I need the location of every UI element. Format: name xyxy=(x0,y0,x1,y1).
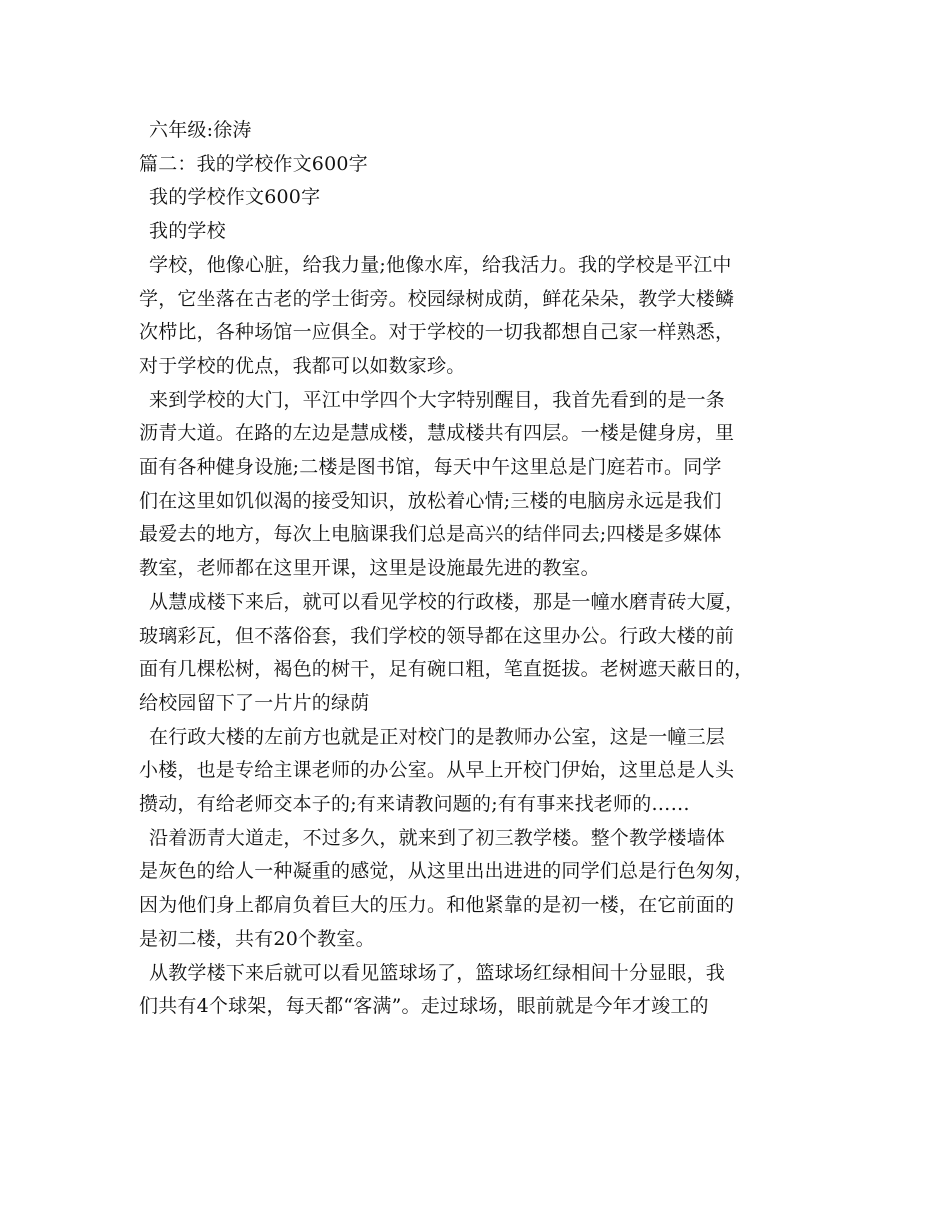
text-line: 六年级:徐涛 xyxy=(149,119,252,141)
text-line: 因为他们身上都肩负着巨大的压力。和他紧靠的是初一楼，在它前面的 xyxy=(139,894,735,917)
text-line: 是初二楼，共有20个教室。 xyxy=(139,927,375,950)
text-line: 小楼，也是专给主课老师的办公室。从早上开校门伊始，这里总是人头 xyxy=(139,759,735,782)
text-line: 们在这里如饥似渴的接受知识，放松着心情;三楼的电脑房永远是我们 xyxy=(139,489,722,512)
text-line: 攒动，有给老师交本子的;有来请教问题的;有有事来找老师的…… xyxy=(139,793,690,816)
text-line: 我的学校 xyxy=(149,220,226,243)
text-line: 对于学校的优点，我都可以如数家珍。 xyxy=(139,354,466,377)
essay-body xyxy=(139,114,839,1024)
text-line: 们共有4个球架，每天都“客满”。走过球场，眼前就是今年才竣工的 xyxy=(139,995,709,1018)
text-line: 最爱去的地方，每次上电脑课我们总是高兴的结伴同去;四楼是多媒体 xyxy=(139,523,722,546)
text-line: 沥青大道。在路的左边是慧成楼，慧成楼共有四层。一楼是健身房，里 xyxy=(139,422,735,445)
text-line: 次栉比，各种场馆一应俱全。对于学校的一切我都想自己家一样熟悉， xyxy=(139,321,735,344)
text-line: 面有几棵松树，褐色的树干，足有碗口粗，笔直挺拔。老树遮天蔽日的， xyxy=(139,658,754,681)
text-line: 在行政大楼的左前方也就是正对校门的是教师办公室，这是一幢三层 xyxy=(149,725,726,748)
text-line: 教室，老师都在这里开课，这里是设施最先进的教室。 xyxy=(139,557,600,580)
text-line: 是灰色的给人一种凝重的感觉，从这里出出进进的同学们总是行色匆匆， xyxy=(139,860,754,883)
text-line: 来到学校的大门，平江中学四个大字特别醒目，我首先看到的是一条 xyxy=(149,388,726,411)
section-heading: 篇二：我的学校作文600字 xyxy=(139,152,368,175)
text-line: 我的学校作文600字 xyxy=(149,186,321,209)
text-line: 学，它坐落在古老的学士街旁。校园绿树成荫，鲜花朵朵，教学大楼鳞 xyxy=(139,287,735,310)
text-line: 给校园留下了一片片的绿荫 xyxy=(139,691,370,714)
text-line: 从教学楼下来后就可以看见篮球场了，篮球场红绿相间十分显眼，我 xyxy=(149,961,726,984)
text-line: 玻璃彩瓦，但不落俗套，我们学校的领导都在这里办公。行政大楼的前 xyxy=(139,624,735,647)
text-line: 从慧成楼下来后，就可以看见学校的行政楼，那是一幢水磨青砖大厦， xyxy=(149,590,745,613)
text-line: 学校，他像心脏，给我力量;他像水库，给我活力。我的学校是平江中 xyxy=(149,253,732,276)
text-line: 面有各种健身设施;二楼是图书馆，每天中午这里总是门庭若市。同学 xyxy=(139,456,722,479)
text-line: 沿着沥青大道走，不过多久，就来到了初三教学楼。整个教学楼墙体 xyxy=(149,826,726,849)
